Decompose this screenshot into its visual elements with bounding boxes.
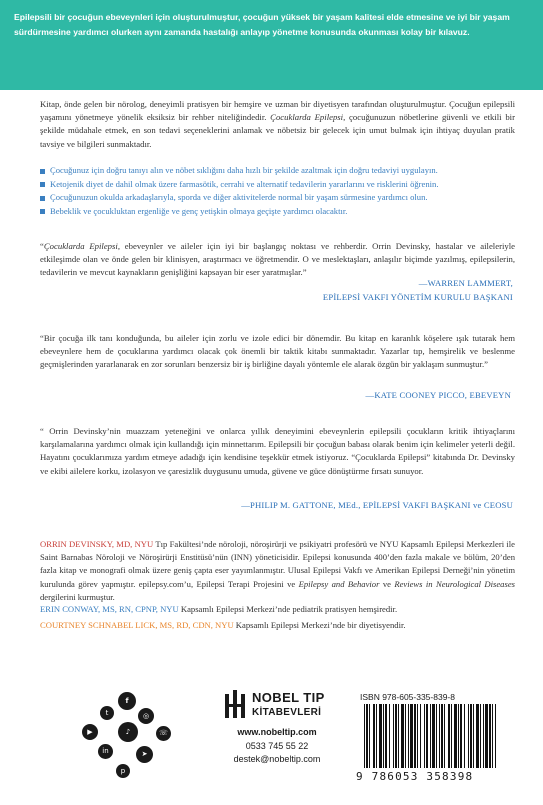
- author-bio-conway: [40, 603, 515, 616]
- social-icons-cluster: [78, 692, 178, 782]
- telegram-icon: ➤: [136, 746, 153, 763]
- publisher-subname: KİTABEVLERİ: [252, 707, 322, 718]
- quote-attribution-name: —PHILIP M. GATTONE, MEd., EPİLEPSİ VAKFI BAŞKANI ve CEOSU: [241, 500, 513, 510]
- barcode-bar: [385, 704, 387, 768]
- pinterest-icon: p: [116, 764, 130, 778]
- barcode-bar: [470, 704, 472, 768]
- barcode-bar: [369, 704, 370, 768]
- email-link[interactable]: destek@nobeltip.com: [233, 754, 321, 764]
- barcode-bar: [401, 704, 404, 768]
- barcode-bar: [383, 704, 384, 768]
- list-item: Ketojenik diyet de dahil olmak üzere farmasötik, cerrahi ve alternatif tedavilerin yararlarını ve risklerini öğrenin.: [40, 178, 530, 192]
- isbn-label: ISBN 978-605-335-839-8: [360, 692, 455, 702]
- barcode-bar: [393, 704, 394, 768]
- author-name: COURTNEY SCHNABEL LICK, MS, RD, CDN, NYU: [40, 620, 234, 630]
- publisher-name: NOBEL TIP: [252, 690, 325, 705]
- header-banner: [0, 0, 543, 90]
- barcode-bar: [366, 704, 368, 768]
- barcode-number: 9 786053 358398: [356, 770, 474, 783]
- banner-text: Epilepsili bir çocuğun ebeveynleri için oluşturulmuştur, çocuğun yüksek bir yaşam kalitesi elde etmesine ve iyi bir yaşam sürdürmesine yardımcı olurken aynı zamanda hastalığı anlayıp yönetme konusunda okunması kolay bir kılavuz.: [14, 12, 510, 37]
- barcode-bar: [417, 704, 418, 768]
- youtube-icon: ▶: [82, 724, 98, 740]
- feature-list: [40, 164, 530, 218]
- barcode-bar: [439, 704, 440, 768]
- author-bio-text: dergilerini kurmuştur.: [40, 591, 115, 602]
- publisher-logo: [224, 688, 334, 724]
- barcode-bar: [483, 704, 484, 768]
- journal-title: Epilepsy and Behavior: [298, 578, 380, 589]
- barcode-bar: [405, 704, 406, 768]
- publisher-contact: [212, 726, 342, 767]
- journal-title: Reviews in Neurological Diseases: [394, 578, 515, 589]
- tiktok-icon: ♪: [118, 722, 138, 742]
- intro-book-title: Çocuklarda Epilepsi: [270, 112, 344, 123]
- barcode-bar: [451, 704, 452, 768]
- quote-text: , ebeveynler ve aileler için iyi bir başlangıç noktası ve rehberdir. Orrin Devinsky, hastalar ve aileleriyle etkileşimde olan ve önde gelen bir klinisyen, araştırmacı ve öğretmendir. O ve meslektaşları, anlaşılır biçimde yazılmış, epilepsilerin, tedavilerin ve mevcut kaynakların genişliğini kapsayan bir eser yaratmışlar.”: [40, 241, 516, 278]
- quote-lammert: [40, 240, 515, 280]
- barcode-bar: [480, 704, 481, 768]
- barcode-bar: [464, 704, 465, 768]
- barcode-bar: [473, 704, 474, 768]
- barcode-bar: [489, 704, 491, 768]
- barcode-bar: [441, 704, 443, 768]
- quote-open-mark: “: [40, 241, 44, 251]
- author-bio-text: ve: [379, 578, 395, 589]
- barcode-bar: [414, 704, 416, 768]
- barcode-bar: [364, 704, 365, 768]
- phone-number: 0533 745 55 22: [245, 740, 309, 751]
- intro-paragraph: [40, 98, 515, 151]
- barcode: [360, 704, 502, 768]
- twitter-icon: t: [100, 706, 114, 720]
- barcode-bar: [454, 704, 457, 768]
- barcode-bar: [430, 704, 431, 768]
- linkedin-icon: in: [98, 744, 113, 759]
- barcode-bar: [448, 704, 450, 768]
- barcode-bar: [395, 704, 397, 768]
- barcode-bar: [379, 704, 382, 768]
- list-item: Çocuğunuzun okulda arkadaşlarıyla, sporda ve diğer aktivitelerde normal bir yaşam sürmesine yardımcı olun.: [40, 191, 530, 205]
- barcode-bar: [398, 704, 399, 768]
- barcode-bar: [492, 704, 493, 768]
- quote-book-title: Çocuklarda Epilepsi: [43, 241, 118, 251]
- quote-gattone: “ Orrin Devinsky’nin muazzam yeteneğini ve onlarca yıllık deneyimini ebeveynlerin epilepsili çocukların kritik ihtiyaçlarını karşılamalarına yardımcı olmak için kullandığı için minnettarım. Epilepsili bir çocuğun babası olarak benim için kelimeler yeterli değil. Hayatını çocuklarımıza yardım etmeye adadığı için kendisine teşekkür etmek istiyoruz. “Çocuklarda Epilepsi” kitabında Dr. Devinsky ve ekibi ailelere korku, izolasyon ve çaresizlik duygusunu umuda, güvene ve güce dönüştürme fırsatı sunuyor.: [40, 426, 515, 476]
- barcode-bar: [476, 704, 479, 768]
- author-bio-text: Tıp Fakültesi’nde nöroloji, nöroşirürji ve psikiyatri profesörü ve NYU Kapsamlı Epilepsi Merkezleri ile Saint Barnabas Nöroloji ve Nöroşirürji Enstitüsü’nün (INN) yöneticisidir. Epilepsi konusunda 400’den fazla makale ve bölüm, 20’den fazla kitap ve monografi olmak üzere geniş çapta eser yayımlanmıştır. Ulusal Epilepsi Vakfı ve Amerikan Epilepsi Derneği’nin yönetim kurulunda görev yapmıştır. epilepsy.com’u, Epilepsi Terapi Projesini ve: [40, 539, 515, 589]
- author-name: ERIN CONWAY, MS, RN, CPNP, NYU: [40, 604, 179, 614]
- barcode-bar: [458, 704, 459, 768]
- barcode-bar: [376, 704, 377, 768]
- author-bio-lick: [40, 619, 515, 632]
- barcode-bar: [424, 704, 425, 768]
- barcode-bar: [389, 704, 390, 768]
- website-link[interactable]: www.nobeltip.com: [237, 727, 317, 737]
- quote-attribution-role: EPİLEPSİ VAKFI YÖNETİM KURULU BAŞKANI: [322, 292, 513, 302]
- quote-picco: “Bir çocuğa ilk tanı konduğunda, bu aileler için zorlu ve izole edici bir dönemdir. Bu kitap en karanlık köşelere ışık tutarak hem ebeveynlere hem de çocuklarına yardımcı olacak çok önemli bir taktik kitabı sunmaktadır. Yazarlar tıp, hemşirelik ve beslenme geçmişlerinden yararlanarak en zor sorunları benzersiz bir iş birliğine dayalı yöntemle ele alarak özgün bir yaklaşım sunmuştur.”: [40, 333, 515, 370]
- whatsapp-icon: ☏: [156, 726, 171, 741]
- barcode-bar: [436, 704, 437, 768]
- barcode-bar: [485, 704, 488, 768]
- barcode-bar: [432, 704, 435, 768]
- list-item: Bebeklik ve çocukluktan ergenliğe ve genç yetişkin olmaya geçişte yardımcı olacaktır.: [40, 205, 530, 219]
- author-name: ORRIN DEVINSKY, MD, NYU: [40, 539, 154, 549]
- quote-attribution-name: —WARREN LAMMERT,: [418, 278, 513, 288]
- intro-part2: , çocuğunuzun nöbetlerine güvenli ve etkili bir şekilde müdahale etmek, en son tedavi seçeneklerini anlamak ve nöbetsiz bir gelecek için umut bulmak için ihtiyaç duyulan pratik tavsiye ve bilgileri sunmaktadır.: [40, 112, 515, 149]
- publisher-logo-mark: [224, 690, 246, 720]
- barcode-bar: [426, 704, 428, 768]
- barcode-bar: [495, 704, 496, 768]
- list-item: Çocuğunuz için doğru tanıyı alın ve nöbet sıklığını daha hızlı bir şekilde azaltmak için doğru tedaviyi uygulayın.: [40, 164, 530, 178]
- barcode-bar: [460, 704, 462, 768]
- barcode-bar: [373, 704, 375, 768]
- instagram-icon: ◎: [138, 708, 154, 724]
- intro-part1: Kitap, önde gelen bir nörolog, deneyimli pratisyen bir hemşire ve uzman bir diyetisyen tarafından oluşturulmuştur. Çocuğun epilepsili yaşamını yönetmeye yönelik eksiksiz bir rehber niteliğindedir.: [40, 99, 515, 123]
- barcode-bar: [468, 704, 469, 768]
- barcode-bar: [410, 704, 413, 768]
- author-bio-text: Kapsamlı Epilepsi Merkezi’nde bir diyetisyendir.: [233, 620, 406, 630]
- barcode-bar: [444, 704, 445, 768]
- barcode-bar: [408, 704, 409, 768]
- facebook-icon: f: [118, 692, 136, 710]
- author-bio-devinsky: [40, 538, 515, 604]
- author-bio-text: Kapsamlı Epilepsi Merkezi’nde pediatrik pratisyen hemşiredir.: [178, 604, 398, 614]
- barcode-bar: [420, 704, 421, 768]
- quote-attribution-name: —KATE COONEY PICCO, EBEVEYN: [365, 390, 511, 400]
